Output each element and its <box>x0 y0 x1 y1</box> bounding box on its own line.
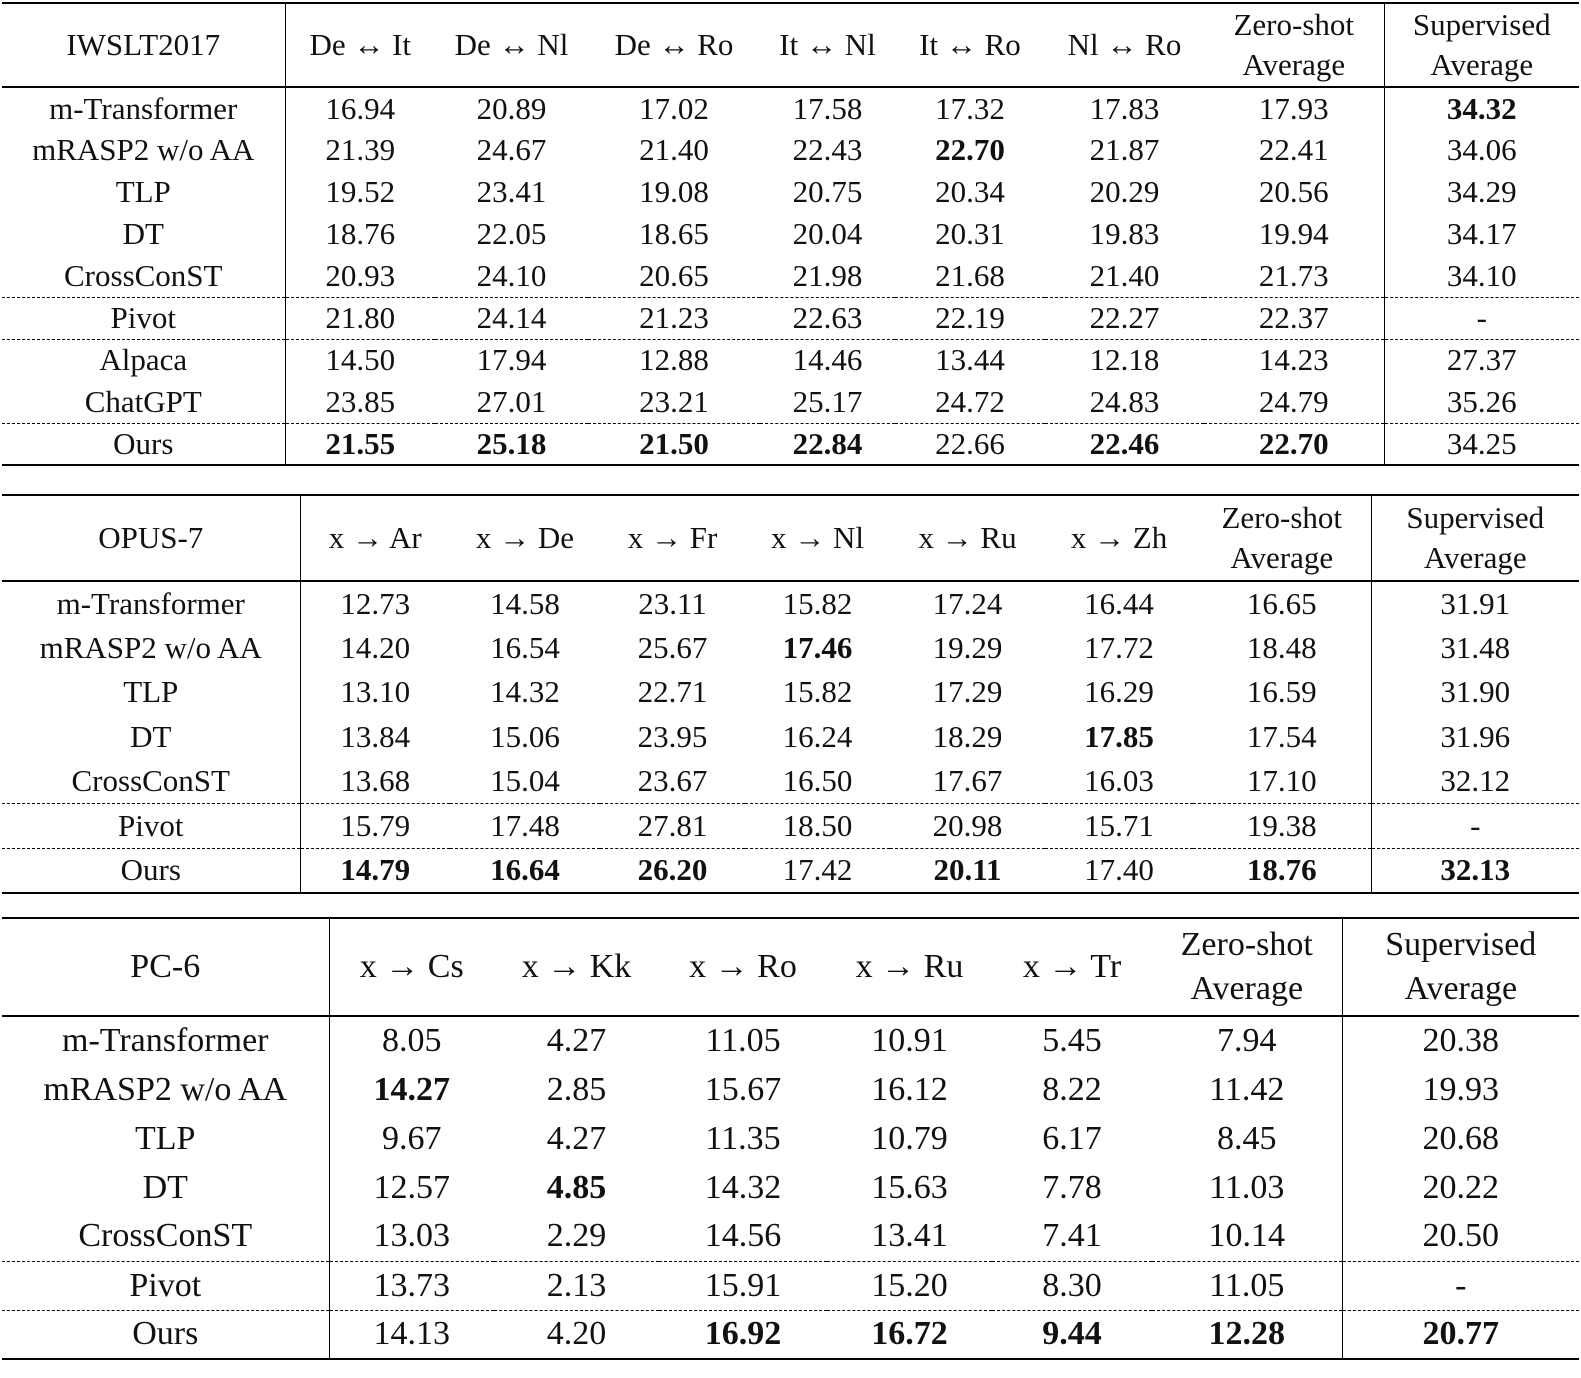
table-cell: 17.32 <box>935 90 1005 126</box>
table-cell: 32.12 <box>1440 763 1511 798</box>
table-cell: 7.78 <box>1042 1168 1102 1206</box>
table-cell: 17.10 <box>1193 759 1371 804</box>
table-cell: 12.18 <box>1045 339 1204 381</box>
table-cell: 22.43 <box>792 132 863 167</box>
table-cell: 24.79 <box>1204 381 1384 423</box>
table-cell: 10.14 <box>1152 1212 1342 1261</box>
table-cell: 31.90 <box>1440 674 1511 710</box>
table-cell: - <box>1342 1261 1579 1310</box>
table-cell: 16.54 <box>490 629 560 665</box>
table-row <box>2 626 1579 671</box>
table-cell: 17.94 <box>435 339 588 381</box>
table-cell: 23.85 <box>325 383 396 419</box>
table-cell: 20.89 <box>476 90 547 126</box>
table-cell: 21.50 <box>588 423 760 465</box>
column-header: Supervised Average <box>1371 495 1579 581</box>
table-row <box>2 129 1579 171</box>
row-label: m-Transformer <box>2 1016 329 1065</box>
table-cell: 21.40 <box>1089 257 1160 293</box>
table-cell: 18.48 <box>1193 626 1371 671</box>
table-row <box>2 1016 1579 1065</box>
table-cell: 34.29 <box>1446 174 1517 209</box>
table-cell: 19.08 <box>639 174 709 209</box>
table-cell: 24.83 <box>1089 383 1160 419</box>
table-cell: 19.83 <box>1089 216 1160 251</box>
table-cell: 17.58 <box>792 90 863 126</box>
table-cell: 11.03 <box>1152 1163 1342 1212</box>
table-cell: 15.63 <box>871 1168 948 1206</box>
table-row <box>2 1212 1579 1261</box>
table-cell: 8.45 <box>1152 1114 1342 1163</box>
table-cell: 17.93 <box>1204 87 1384 129</box>
table-cell: 16.94 <box>325 90 396 126</box>
table-row <box>2 423 1579 465</box>
table-cell: 21.23 <box>588 297 760 339</box>
table-cell: 14.13 <box>329 1310 494 1359</box>
table-cell: 2.29 <box>546 1217 607 1255</box>
table-cell: 14.50 <box>285 339 435 381</box>
table-row <box>2 1261 1579 1310</box>
row-label: DT <box>2 213 285 255</box>
row-label: Alpaca <box>2 339 285 381</box>
table-cell: 22.66 <box>895 423 1045 465</box>
table-cell: 5.45 <box>1042 1022 1102 1059</box>
table-cell: 17.29 <box>932 674 1003 710</box>
table-cell: 11.05 <box>1152 1261 1342 1310</box>
table-cell: 31.91 <box>1440 585 1511 621</box>
table-cell: 20.56 <box>1204 171 1384 213</box>
iwslt2017-table <box>2 2 1579 466</box>
row-label: m-Transformer <box>2 87 285 129</box>
table-cell: 19.29 <box>932 629 1003 665</box>
table-cell: 27.37 <box>1384 339 1579 381</box>
column-header: x → De <box>450 495 600 581</box>
row-label: Pivot <box>2 297 285 339</box>
table-cell: 22.27 <box>1045 297 1204 339</box>
column-header: Zero-shot Average <box>1152 918 1342 1016</box>
pc6-table <box>2 917 1579 1360</box>
table-cell: 14.23 <box>1204 339 1384 381</box>
column-header: x → Ar <box>300 495 450 581</box>
table-cell: 4.27 <box>546 1022 607 1059</box>
table-row <box>2 848 1579 893</box>
row-label: CrossConST <box>2 759 300 804</box>
table-cell: 32.13 <box>1371 848 1579 893</box>
header-row <box>2 495 1579 581</box>
table-cell: 9.44 <box>992 1310 1152 1359</box>
table-cell: 16.92 <box>659 1310 827 1359</box>
table-cell: 24.72 <box>935 383 1005 419</box>
row-label: TLP <box>2 670 300 715</box>
table-cell: 25.67 <box>637 629 708 665</box>
table-cell: 34.17 <box>1446 216 1517 251</box>
table-cell: 9.67 <box>382 1119 442 1157</box>
table-row <box>2 670 1579 715</box>
table-cell: 20.93 <box>325 257 396 293</box>
dataset-name: OPUS-7 <box>2 495 300 581</box>
column-header: x → Ro <box>659 918 827 1016</box>
table-cell: 16.50 <box>782 763 853 798</box>
table-cell: 13.68 <box>340 763 411 798</box>
table-cell: 12.28 <box>1152 1310 1342 1359</box>
table-row <box>2 804 1579 849</box>
table-row <box>2 1310 1579 1359</box>
table-cell: 20.22 <box>1422 1168 1499 1206</box>
column-header: x → Zh <box>1045 495 1193 581</box>
table-cell: 22.19 <box>895 297 1045 339</box>
table-cell: 18.65 <box>639 216 709 251</box>
dataset-name: IWSLT2017 <box>2 3 285 87</box>
table-cell: 22.70 <box>935 132 1005 167</box>
table-cell: 16.44 <box>1084 585 1154 621</box>
table-cell: 8.22 <box>1042 1070 1102 1108</box>
table-row <box>2 339 1579 381</box>
table-cell: 14.27 <box>373 1070 450 1108</box>
table-cell: 8.05 <box>382 1022 442 1059</box>
table-cell: 21.73 <box>1204 255 1384 297</box>
table-cell: 12.57 <box>373 1168 450 1206</box>
row-label: DT <box>2 1163 329 1212</box>
column-header: It ↔ Nl <box>760 3 895 87</box>
table-cell: 11.42 <box>1152 1065 1342 1114</box>
column-header: x → Cs <box>329 918 494 1016</box>
table-cell: 17.48 <box>450 804 600 849</box>
table-cell: 15.71 <box>1045 804 1193 849</box>
table-cell: 20.65 <box>639 257 709 293</box>
table-cell: 20.38 <box>1422 1022 1499 1059</box>
table-cell: 16.03 <box>1084 763 1154 798</box>
table-cell: 12.73 <box>340 585 411 621</box>
table-cell: 22.37 <box>1204 297 1384 339</box>
table-cell: 34.32 <box>1446 90 1517 126</box>
column-header: Zero-shot Average <box>1204 3 1384 87</box>
table-cell: 10.79 <box>871 1119 948 1157</box>
dataset-name: PC-6 <box>2 918 329 1016</box>
table-cell: 15.67 <box>704 1070 782 1108</box>
table-cell: 22.46 <box>1045 423 1204 465</box>
table-cell: 17.46 <box>782 629 853 665</box>
table-cell: 15.79 <box>300 804 450 849</box>
row-label: CrossConST <box>2 255 285 297</box>
table-cell: 13.73 <box>329 1261 494 1310</box>
table-cell: 17.72 <box>1084 629 1154 665</box>
table-row <box>2 715 1579 760</box>
table-cell: 19.94 <box>1204 213 1384 255</box>
table-cell: 34.25 <box>1384 423 1579 465</box>
opus7-table <box>2 494 1579 894</box>
table-cell: 19.52 <box>325 174 396 209</box>
table-cell: 7.41 <box>1042 1217 1102 1255</box>
table-cell: - <box>1384 297 1579 339</box>
table-cell: 16.64 <box>450 848 600 893</box>
table-row <box>2 1065 1579 1114</box>
table-cell: 20.31 <box>935 216 1005 251</box>
table-cell: 16.59 <box>1193 670 1371 715</box>
header-row <box>2 918 1579 1016</box>
table-cell: 23.67 <box>637 763 708 798</box>
table-cell: 15.82 <box>782 585 853 621</box>
table-cell: 17.42 <box>745 848 890 893</box>
table-row <box>2 255 1579 297</box>
row-label: TLP <box>2 171 285 213</box>
table-cell: 17.85 <box>1084 718 1154 754</box>
table-cell: 23.21 <box>639 383 709 419</box>
table-cell: 19.38 <box>1193 804 1371 849</box>
table-cell: 16.12 <box>871 1070 948 1108</box>
row-label: Ours <box>2 1310 329 1359</box>
table-cell: 34.06 <box>1446 132 1517 167</box>
table-cell: 13.10 <box>340 674 411 710</box>
table-cell: 14.20 <box>340 629 411 665</box>
table-cell: 4.85 <box>546 1168 607 1206</box>
table-cell: 14.56 <box>704 1217 782 1255</box>
table-cell: 14.32 <box>704 1168 782 1206</box>
column-header: x → Nl <box>745 495 890 581</box>
table-cell: 34.10 <box>1446 257 1517 293</box>
table-row <box>2 171 1579 213</box>
table-cell: 24.67 <box>476 132 547 167</box>
table-cell: 20.77 <box>1342 1310 1579 1359</box>
column-header: Supervised Average <box>1342 918 1579 1016</box>
column-header: x → Tr <box>992 918 1152 1016</box>
row-label: mRASP2 w/o AA <box>2 1065 329 1114</box>
table-cell: 25.18 <box>435 423 588 465</box>
table-cell: 11.05 <box>705 1022 781 1059</box>
table-cell: 20.68 <box>1422 1119 1499 1157</box>
table-cell: 11.35 <box>705 1119 781 1157</box>
table-cell: 22.70 <box>1204 423 1384 465</box>
table-cell: 17.40 <box>1045 848 1193 893</box>
table-cell: 21.80 <box>285 297 435 339</box>
table-cell: 2.85 <box>546 1070 607 1108</box>
table-cell: 20.11 <box>890 848 1045 893</box>
table-row <box>2 759 1579 804</box>
table-cell: 17.54 <box>1193 715 1371 760</box>
table-cell: 15.04 <box>490 763 560 798</box>
table-cell: 13.44 <box>895 339 1045 381</box>
table-cell: 7.94 <box>1152 1016 1342 1065</box>
table-cell: 24.14 <box>435 297 588 339</box>
table-row <box>2 581 1579 626</box>
table-cell: 21.68 <box>935 257 1005 293</box>
column-header: Zero-shot Average <box>1193 495 1371 581</box>
table-cell: 20.34 <box>935 174 1005 209</box>
table-row <box>2 1114 1579 1163</box>
table-cell: 21.55 <box>285 423 435 465</box>
table-cell: 17.02 <box>639 90 709 126</box>
column-header: De ↔ It <box>285 3 435 87</box>
table-cell: 27.01 <box>476 383 547 419</box>
table-cell: 20.50 <box>1422 1217 1499 1255</box>
table-cell: 2.13 <box>494 1261 659 1310</box>
column-header: De ↔ Ro <box>588 3 760 87</box>
table-cell: 19.93 <box>1422 1070 1499 1108</box>
table-cell: 10.91 <box>871 1022 948 1059</box>
table-cell: 6.17 <box>1042 1119 1102 1157</box>
table-cell: 21.98 <box>792 257 863 293</box>
table-cell: 16.29 <box>1084 674 1154 710</box>
table-cell: 13.03 <box>373 1217 450 1255</box>
table-cell: 23.41 <box>476 174 547 209</box>
table-cell: 14.58 <box>490 585 560 621</box>
table-cell: 18.29 <box>932 718 1003 754</box>
table-cell: 23.95 <box>637 718 708 754</box>
column-header: x → Ru <box>827 918 992 1016</box>
table-cell: 22.05 <box>476 216 547 251</box>
table-cell: 4.20 <box>494 1310 659 1359</box>
column-header: It ↔ Ro <box>895 3 1045 87</box>
table-cell: 16.72 <box>827 1310 992 1359</box>
row-label: m-Transformer <box>2 581 300 626</box>
table-cell: 14.46 <box>760 339 895 381</box>
row-label: Ours <box>2 848 300 893</box>
table-cell: 21.40 <box>639 132 709 167</box>
table-cell: 23.11 <box>638 585 707 621</box>
table-cell: 35.26 <box>1446 383 1517 419</box>
row-label: Ours <box>2 423 285 465</box>
table-cell: 17.24 <box>932 585 1003 621</box>
column-header: x → Kk <box>494 918 659 1016</box>
table-cell: 26.20 <box>600 848 745 893</box>
table-cell: 22.41 <box>1204 129 1384 171</box>
table-cell: 20.75 <box>792 174 863 209</box>
table-cell: 15.91 <box>659 1261 827 1310</box>
table-cell: 31.48 <box>1440 629 1511 665</box>
row-label: Pivot <box>2 804 300 849</box>
table-cell: 21.39 <box>325 132 396 167</box>
table-cell: 15.82 <box>782 674 853 710</box>
column-header: x → Ru <box>890 495 1045 581</box>
table-cell: 14.79 <box>300 848 450 893</box>
table-cell: 17.67 <box>932 763 1003 798</box>
table-row <box>2 381 1579 423</box>
table-cell: 15.06 <box>490 718 560 754</box>
header-row <box>2 3 1579 87</box>
table-cell: 8.30 <box>992 1261 1152 1310</box>
table-cell: 18.76 <box>325 216 396 251</box>
table-cell: 13.41 <box>871 1217 948 1255</box>
table-row <box>2 297 1579 339</box>
table-cell: 21.87 <box>1089 132 1160 167</box>
table-cell: 31.96 <box>1440 718 1511 754</box>
table-cell: 12.88 <box>588 339 760 381</box>
table-cell: 20.98 <box>890 804 1045 849</box>
row-label: DT <box>2 715 300 760</box>
table-cell: 18.50 <box>745 804 890 849</box>
table-cell: - <box>1371 804 1579 849</box>
row-label: mRASP2 w/o AA <box>2 626 300 671</box>
table-cell: 17.83 <box>1089 90 1160 126</box>
column-header: De ↔ Nl <box>435 3 588 87</box>
table-cell: 20.29 <box>1089 174 1160 209</box>
table-cell: 27.81 <box>600 804 745 849</box>
column-header: Supervised Average <box>1384 3 1579 87</box>
row-label: CrossConST <box>2 1212 329 1261</box>
table-cell: 25.17 <box>792 383 863 419</box>
table-row <box>2 1163 1579 1212</box>
table-row <box>2 213 1579 255</box>
column-header: x → Fr <box>600 495 745 581</box>
row-label: mRASP2 w/o AA <box>2 129 285 171</box>
table-cell: 20.04 <box>792 216 863 251</box>
table-cell: 13.84 <box>340 718 411 754</box>
table-row <box>2 87 1579 129</box>
table-cell: 22.84 <box>760 423 895 465</box>
table-cell: 22.63 <box>760 297 895 339</box>
table-cell: 15.20 <box>827 1261 992 1310</box>
row-label: TLP <box>2 1114 329 1163</box>
column-header: Nl ↔ Ro <box>1045 3 1204 87</box>
table-cell: 14.32 <box>490 674 560 710</box>
table-cell: 16.65 <box>1193 581 1371 626</box>
table-cell: 16.24 <box>782 718 853 754</box>
row-label: ChatGPT <box>2 381 285 423</box>
row-label: Pivot <box>2 1261 329 1310</box>
table-cell: 18.76 <box>1193 848 1371 893</box>
table-cell: 24.10 <box>476 257 547 293</box>
table-cell: 22.71 <box>637 674 708 710</box>
table-cell: 4.27 <box>546 1119 607 1157</box>
